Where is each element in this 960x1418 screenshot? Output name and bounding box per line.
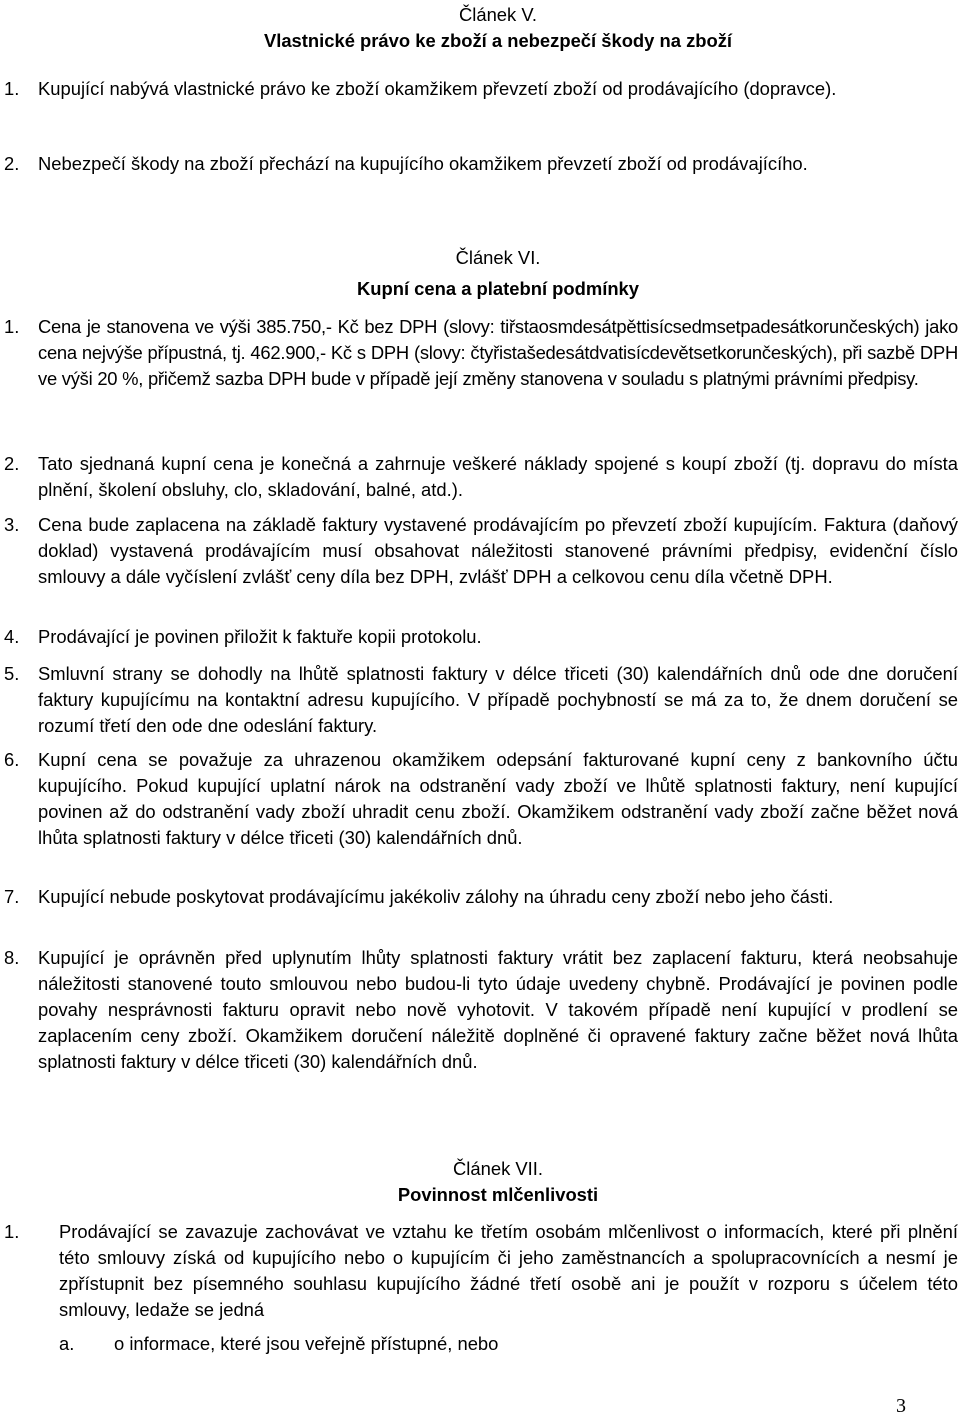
item-text: Nebezpečí škody na zboží přechází na kupujícího okamžikem převzetí zboží od prodávajícího. [38, 153, 808, 174]
item-text: Tato sjednaná kupní cena je konečná a zahrnuje veškeré náklady spojené s koupí zboží (tj. dopravu do místa plnění, školení obsluhy, clo, skladování, balné, atd.). [38, 453, 958, 500]
article-7-heading: Článek VII. [453, 1158, 543, 1179]
item-number: 6. [4, 749, 20, 770]
item-text: Cena je stanovena ve výši 385.750,- Kč bez DPH (slovy: tiřstaosmdesátpěttisícsedmsetpadesátkorunčeských) jako cena nejvýše přípustná, tj. 462.900,- Kč s DPH (slovy: čtyřistašedesátdvatisícdevětsetkorunčeských), při sazbě DPH ve výši 20 %, přičemž sazba DPH bude v případě její změny stanovena v souladu s platnými právními předpisy. [38, 316, 958, 389]
item-text: Kupní cena se považuje za uhrazenou okamžikem odepsání fakturované kupní ceny z bankovního účtu kupujícího. Pokud kupující uplatní nárok na odstranění vady zboží ve lhůtě splatnosti faktury, není kupující povinen až do odstranění vady zboží uhradit cenu zboží. Okamžikem odstranění vady zboží začne běžet nová lhůta splatnosti faktury v délce třiceti (30) kalendářních dnů. [38, 749, 958, 848]
item-number: 2. [4, 153, 20, 174]
item-number: 7. [4, 886, 20, 907]
subitem-letter: a. [59, 1333, 75, 1354]
item-number: 2. [4, 453, 20, 474]
item-number: 1. [4, 78, 20, 99]
item-text: Cena bude zaplacena na základě faktury vystavené prodávajícím po převzetí zboží kupujícím. Faktura (daňový doklad) vystavená prodávajícím musí obsahovat náležitosti stanovené právními předpisy, evidenční číslo smlouvy a dále vyčíslení zvlášť ceny díla bez DPH, zvlášť DPH a celkovou cenu díla včetně DPH. [38, 514, 958, 587]
item-text: Prodávající je povinen přiložit k faktuře kopii protokolu. [38, 626, 482, 647]
item-text: Prodávající se zavazuje zachovávat ve vztahu ke třetím osobám mlčenlivost o informacích, které při plnění této smlouvy získá od kupujícího nebo o kupujícím či jeho zaměstnancích a spolupracovnících a nesmí je zpřístupnit bez písemného souhlasu kupujícího žádné třetí osobě ani je použít v rozporu s účelem této smlouvy, ledaže se jedná [59, 1221, 958, 1320]
item-text: Smluvní strany se dohodly na lhůtě splatnosti faktury v délce třiceti (30) kalendářních dnů ode dne doručení faktury kupujícímu na kontaktní adresu kupujícího. V případě pochybností se má za to, že dnem doručení se rozumí třetí den ode dne odeslání faktury. [38, 663, 958, 736]
item-number: 1. [4, 316, 20, 337]
item-number: 5. [4, 663, 20, 684]
item-number: 1. [4, 1221, 20, 1242]
item-number: 3. [4, 514, 20, 535]
item-text: Kupující je oprávněn před uplynutím lhůty splatnosti faktury vrátit bez zaplacení fakturu, která neobsahuje náležitosti stanovené touto smlouvou nebo budou-li tyto údaje uvedeny chybně. Prodávající je povinen podle povahy nesprávnosti fakturu opravit nebo nově vyhotovit. V takovém případě není kupující v prodlení se zaplacením ceny zboží. Okamžikem doručení náležitě doplněné či opravené faktury začne běžet nová lhůta splatnosti faktury v délce třiceti (30) kalendářních dnů. [38, 947, 958, 1072]
article-7-title: Povinnost mlčenlivosti [397, 1184, 599, 1205]
article-5-title: Vlastnické právo ke zboží a nebezpečí škody na zboží [263, 30, 733, 51]
item-number: 4. [4, 626, 20, 647]
article-6-heading: Článek VI. [455, 247, 541, 268]
item-number: 8. [4, 947, 20, 968]
item-text: Kupující nebude poskytovat prodávajícímu jakékoliv zálohy na úhradu ceny zboží nebo jeho části. [38, 886, 834, 907]
page-number: 3 [896, 1395, 906, 1417]
article-6-title: Kupní cena a platební podmínky [356, 278, 640, 299]
item-text: Kupující nabývá vlastnické právo ke zboží okamžikem převzetí zboží od prodávajícího (dopravce). [38, 78, 837, 99]
subitem-text: o informace, které jsou veřejně přístupné, nebo [114, 1333, 499, 1354]
article-5-heading: Článek V. [458, 4, 538, 25]
